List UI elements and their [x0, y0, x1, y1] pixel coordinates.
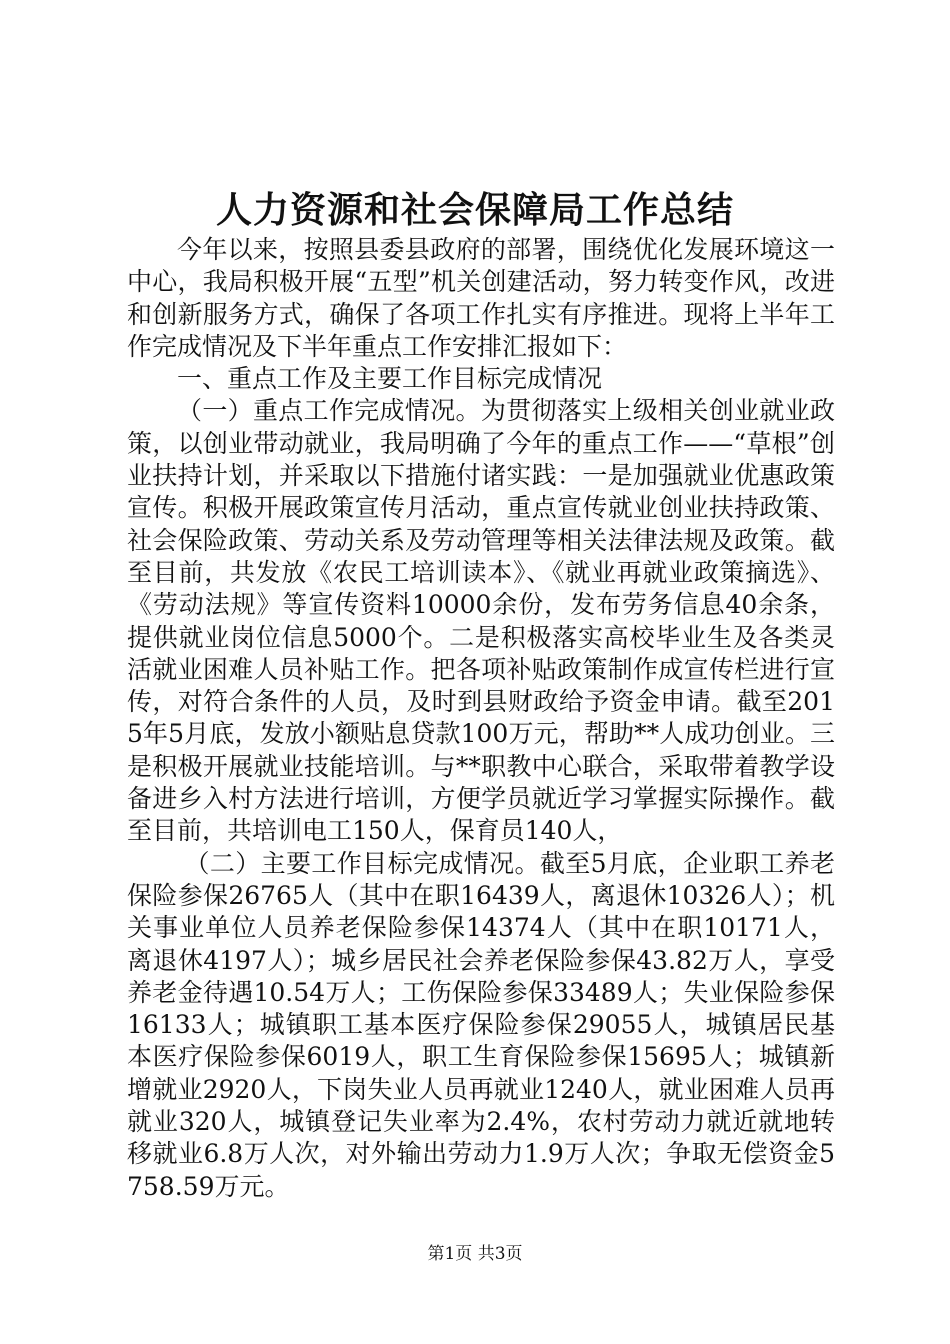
document-body — [127, 234, 835, 1203]
intro-paragraph: 今年以来，按照县委县政府的部署，围绕优化发展环境这一中心，我局积极开展“五型”机关创建活动，努力转变作风，改进和创新服务方式，确保了各项工作扎实有序推进。现将上半年工作完成情况及下半年重点工作安排汇报如下： — [127, 235, 835, 361]
targets-paragraph: （二）主要工作目标完成情况。截至5月底，企业职工养老保险参保26765人（其中在职16439人，离退休10326人）；机关事业单位人员养老保险参保14374人（其中在职10171人，离退休4197人）；城乡居民社会养老保险参保43.82万人，享受养老金待遇10.54万人；工伤保险参保33489人；失业保险参保16133人；城镇职工基本医疗保险参保29055人，城镇居民基本医疗保险参保6019人，职工生育保险参保15695人；城镇新增就业2920人，下岗失业人员再就业1240人，就业困难人员再就业320人，城镇登记失业率为2.4%，农村劳动力就近就地转移就业6.8万人次，对外输出劳动力1.9万人次；争取无偿资金5758.59万元。 — [127, 848, 835, 1201]
document-title: 人力资源和社会保障局工作总结 — [215, 189, 734, 231]
page-number: 第1页 共3页 — [427, 1244, 523, 1264]
key-work-paragraph: （一）重点工作完成情况。为贯彻落实上级相关创业就业政策，以创业带动就业，我局明确了今年的重点工作——“草根”创业扶持计划，并采取以下措施付诸实践：一是加强就业优惠政策宣传。积极开展政策宣传月活动，重点宣传就业创业扶持政策、社会保险政策、劳动关系及劳动管理等相关法律法规及政策。截至目前，共发放《农民工培训读本》、《就业再就业政策摘选》、《劳动法规》等宣传资料10000余份，发布劳务信息40余条，提供就业岗位信息5000个。二是积极落实高校毕业生及各类灵活就业困难人员补贴工作。把各项补贴政策制作成宣传栏进行宣传，对符合条件的人员，及时到县财政给予资金申请。截至2015年5月底，发放小额贴息贷款100万元，帮助**人成功创业。三是积极开展就业技能培训。与**职教中心联合，采取带着教学设备进乡入村方法进行培训，方便学员就近学习掌握实际操作。截至目前，共培训电工150人，保育员140人， — [127, 396, 835, 846]
section-heading: 一、重点工作及主要工作目标完成情况 — [177, 364, 603, 394]
